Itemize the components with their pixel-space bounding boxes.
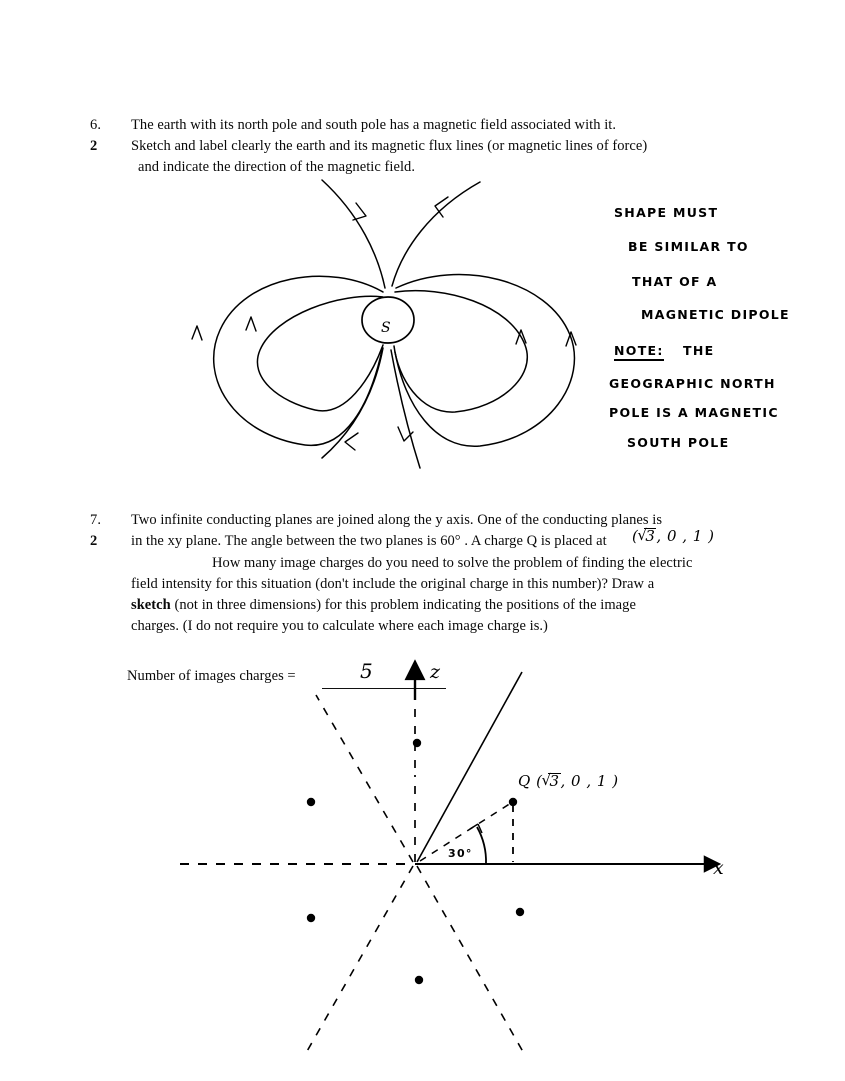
charge-dot-image-1: [413, 739, 421, 747]
field-line-outer-left: [214, 276, 383, 445]
question-7-bold-sketch: sketch: [131, 597, 171, 613]
handwriting-note-line-8: POLE IS A MAGNETIC: [609, 405, 779, 420]
angle-degree-symbol: °: [465, 847, 473, 860]
question-7-marks: 2: [90, 533, 98, 549]
handwriting-note-line-3: THAT OF A: [632, 274, 718, 289]
field-line-group: [214, 180, 575, 468]
arrowhead-inner-left: [246, 317, 256, 331]
coord-sqrt-three: √ 3: [638, 527, 656, 545]
handwriting-note-line-5: NOTE:: [614, 343, 664, 361]
charge-Q-letter: Q: [518, 772, 531, 790]
dashed-line-300deg: [417, 866, 526, 1057]
question-6-line-1: The earth with its north pole and south pole has a magnetic field associated with it.: [131, 117, 617, 133]
question-7-line-6: charges. (I do not require you to calculate where each image charge is.): [131, 618, 548, 634]
charge-dot-image-2: [307, 798, 315, 806]
charge-Q-sqrt-three: √ 3: [542, 772, 560, 790]
question-7-line-1: Two infinite conducting planes are joined along the y axis. One of the conducting planes is: [131, 512, 663, 528]
coord-rest: , 0 , 1 ): [656, 527, 715, 545]
angle-value: 30: [448, 847, 466, 860]
handwriting-note-line-6: THE: [683, 343, 715, 358]
question-6-line-2: Sketch and label clearly the earth and its magnetic flux lines (or magnetic lines of force): [131, 138, 648, 154]
axis-z-label: z: [430, 661, 442, 683]
image-charge-svg: [170, 655, 770, 1075]
dashed-line-240deg: [306, 866, 413, 1053]
charge-Q-open-paren: (: [536, 772, 543, 790]
question-7-line-4: field intensity for this situation (don't include the original charge in this number)? Draw a: [131, 576, 655, 592]
field-line-inner-left: [257, 296, 383, 411]
handwriting-note-line-7: GEOGRAPHIC NORTH: [609, 376, 776, 391]
question-7-line-3: How many image charges do you need to solve the problem of finding the electric: [212, 555, 693, 571]
angle-30-label: [448, 847, 473, 860]
question-6-line-3: and indicate the direction of the magnetic field.: [138, 159, 416, 175]
image-charge-diagram: [170, 655, 770, 1075]
question-7-number: 7.: [90, 512, 102, 528]
dashed-line-120deg: [316, 695, 413, 862]
arrowhead-bottom-left: [345, 433, 358, 450]
coord-open-paren: (: [632, 527, 639, 545]
handwriting-note-line-9: SOUTH POLE: [627, 435, 730, 450]
field-line-inner-right: [394, 291, 527, 412]
question-7-line-5-rest: (not in three dimensions) for this problem indicating the positions of the image: [170, 597, 636, 613]
arrowhead-outer-left: [192, 326, 202, 340]
question-7-line-5: [131, 597, 636, 614]
plane-line-60deg: [417, 672, 522, 862]
axis-x-label: x: [713, 857, 726, 879]
handwriting-note-line-1: SHAPE MUST: [614, 205, 719, 220]
charge-dot-image-3: [307, 914, 315, 922]
question-6-number: 6.: [90, 117, 102, 133]
charge-Q-coords-rest: , 0 , 1 ): [560, 772, 619, 790]
charge-dot-image-4: [516, 908, 524, 916]
field-line-top-left: [322, 180, 385, 288]
charge-dot-image-5: [415, 976, 423, 984]
number-of-image-charges-answer: 5: [360, 659, 375, 683]
field-line-outer-right: [395, 275, 574, 447]
earth-south-pole-label: S: [381, 320, 392, 336]
charge-dot-source-Q: [509, 798, 517, 806]
charge-Q-annotation: [518, 772, 619, 790]
question-6-marks: 2: [90, 138, 98, 154]
handwriting-note-line-4: MAGNETIC DIPOLE: [641, 307, 790, 322]
field-line-top-right: [392, 182, 480, 286]
question-7-line-2: in the xy plane. The angle between the two planes is 60° . A charge Q is placed at: [131, 533, 607, 549]
question-7-handwritten-coordinate: [632, 527, 714, 545]
number-of-image-charges-prompt: Number of images charges =: [127, 668, 296, 684]
handwriting-note-line-2: BE SIMILAR TO: [628, 239, 749, 254]
